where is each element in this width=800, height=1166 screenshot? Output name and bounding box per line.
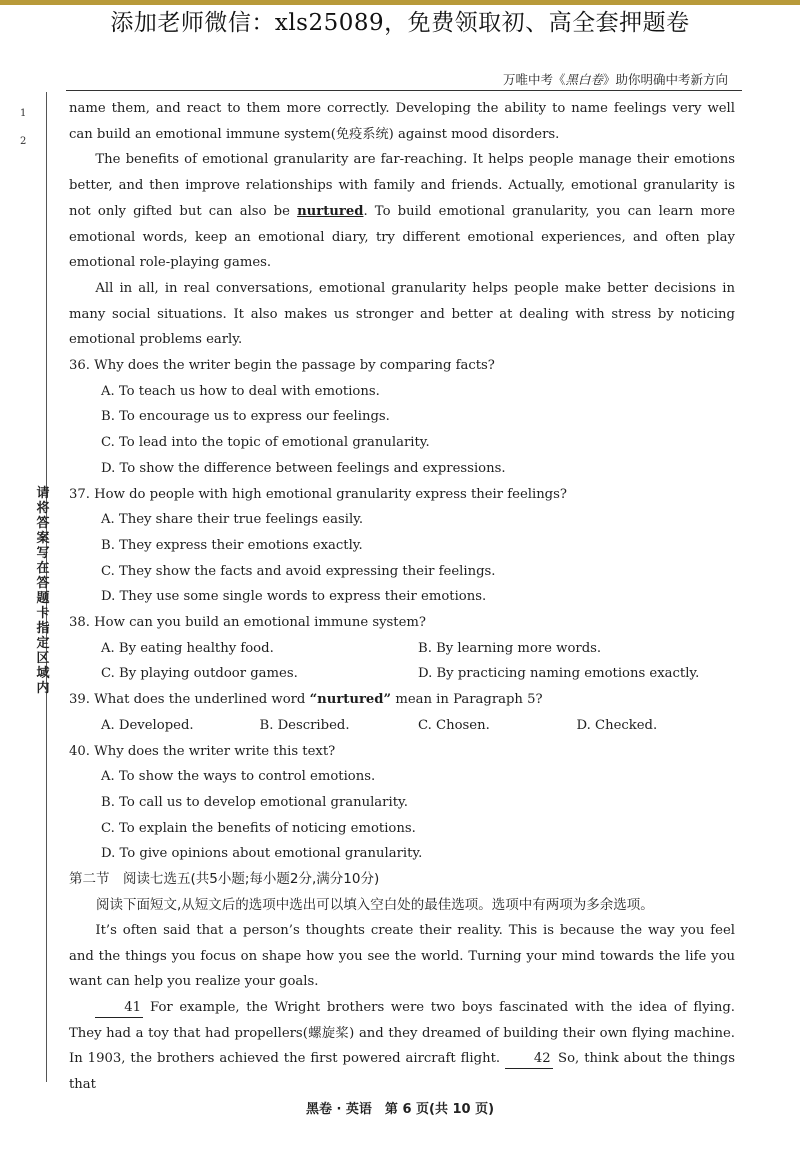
option: B. To encourage us to express our feelings. bbox=[101, 409, 390, 425]
option: B. By learning more words. bbox=[418, 640, 602, 656]
option: B. Described. bbox=[259, 717, 350, 733]
passage-paragraph: All in all, in real conversations, emotional granularity helps people make better decisions in many social situations. It also makes us stronger and better at dealing with stress by noticing emotional problems early. bbox=[69, 280, 735, 348]
promo-banner: 添加老师微信：xls25089，免费领取初、高全套押题卷 bbox=[110, 10, 690, 36]
page-content bbox=[69, 96, 735, 1098]
page-footer: 黑卷 · 英语 第 6 页(共 10 页) bbox=[305, 1102, 495, 1117]
underlined-word: nurtured bbox=[297, 203, 364, 219]
passage-paragraph: 41 For example, the Wright brothers were two boys fascinated with the idea of flying. They had a toy that had propellers(螺旋桨) and they dreamed of building their own flying machine. In 1903, the brothers achieved the first powered aircraft flight. 42 So, think about the things that bbox=[69, 999, 735, 1093]
option: C. To explain the benefits of noticing emotions. bbox=[101, 820, 416, 836]
option: B. To call us to develop emotional granularity. bbox=[101, 794, 408, 810]
blank-42: 42 bbox=[505, 1050, 553, 1069]
question-stem: 37. How do people with high emotional granularity express their feelings? bbox=[69, 486, 567, 502]
question-37 bbox=[69, 482, 735, 611]
option: A. By eating healthy food. bbox=[101, 640, 274, 656]
option: B. They express their emotions exactly. bbox=[101, 537, 363, 553]
section-instruction: 阅读下面短文,从短文后的选项中选出可以填入空白处的最佳选项。选项中有两项为多余选项。 bbox=[96, 896, 654, 913]
question-stem: 40. Why does the writer write this text? bbox=[69, 743, 336, 759]
option: C. By playing outdoor games. bbox=[101, 666, 298, 682]
option: D. Checked. bbox=[576, 717, 658, 733]
option: A. They share their true feelings easily. bbox=[101, 512, 364, 528]
option: C. They show the facts and avoid expressing their feelings. bbox=[101, 563, 496, 579]
option: C. Chosen. bbox=[418, 717, 490, 733]
question-stem: 38. How can you build an emotional immune system? bbox=[69, 615, 426, 631]
option: A. To show the ways to control emotions. bbox=[101, 769, 376, 785]
option: D. To show the difference between feelings and expressions. bbox=[101, 460, 506, 476]
question-38 bbox=[69, 610, 735, 687]
blank-41: 41 bbox=[95, 999, 143, 1018]
answer-area-note: 请 将 答 案 写 在 答 题 卡 指 定 区 域 内 bbox=[36, 486, 50, 696]
question-36 bbox=[69, 353, 735, 482]
page-header: 万唯中考《黑白卷》助你明确中考新方向 bbox=[502, 72, 728, 87]
question-39 bbox=[69, 687, 735, 738]
option: D. To give opinions about emotional granularity. bbox=[101, 846, 423, 862]
header-divider bbox=[66, 90, 742, 91]
passage-paragraph: The benefits of emotional granularity are far-reaching. It helps people manage their emotions better, and then improve relationships with family and friends. Actually, emotional granularity is not only gifted but can also be nurtured. To build emotional granularity, you can learn more emotional words, keep an emotional diary, try different emotional experiences, and often play emotional role-playing games. bbox=[69, 152, 735, 271]
option: D. By practicing naming emotions exactly. bbox=[418, 666, 700, 682]
passage-paragraph: name them, and react to them more correctly. Developing the ability to name feelings very well can build an emotional immune system(免疫系统) against mood disorders. bbox=[69, 101, 735, 142]
option: D. They use some single words to express their emotions. bbox=[101, 589, 487, 605]
option: A. To teach us how to deal with emotions. bbox=[101, 383, 380, 399]
passage-paragraph: It’s often said that a person’s thoughts create their reality. This is because the way you feel and the things you focus on shape how you see the world. Turning your mind towards the life you want can help you realize your goals. bbox=[69, 922, 735, 990]
option: A. Developed. bbox=[101, 717, 194, 733]
question-40 bbox=[69, 739, 735, 868]
question-stem: 36. Why does the writer begin the passage by comparing facts? bbox=[69, 358, 495, 374]
section-title: 第二节 阅读七选五(共5小题;每小题2分,满分10分) bbox=[69, 871, 380, 888]
margin-marks: 1 2 bbox=[20, 108, 27, 147]
option: C. To lead into the topic of emotional granularity. bbox=[101, 435, 430, 451]
question-stem: 39. What does the underlined word “nurtured” mean in Paragraph 5? bbox=[69, 692, 543, 708]
